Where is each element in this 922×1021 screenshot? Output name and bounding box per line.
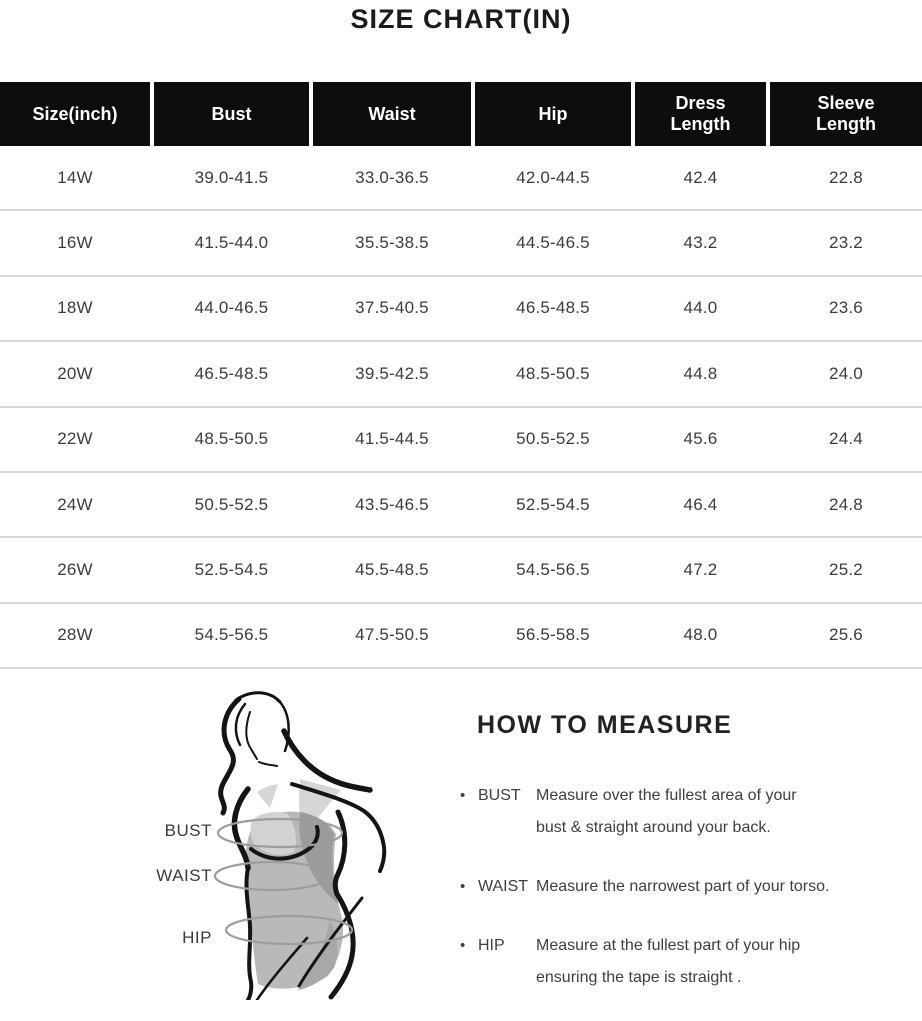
table-row	[0, 211, 922, 276]
measure-text-line: ensuring the tape is straight .	[536, 969, 742, 986]
cell-waist: 43.5-46.5	[355, 494, 429, 514]
figure-label-waist: WAIST	[156, 866, 212, 885]
cell-bust: 48.5-50.5	[194, 429, 269, 449]
header-sleeve-length: Sleeve Length	[770, 82, 922, 146]
table-row	[0, 277, 922, 342]
cell-dress-length: 45.6	[683, 429, 718, 449]
header-bust: Bust	[154, 82, 309, 146]
header-dress-length: Dress Length	[635, 82, 766, 146]
cell-size: 22W	[57, 429, 93, 449]
how-to-measure-heading: HOW TO MEASURE	[477, 711, 733, 739]
figure-label-bust: BUST	[164, 821, 212, 840]
cell-sleeve-length: 23.2	[829, 233, 863, 253]
measure-text-line: bust & straight around your back.	[536, 819, 771, 836]
cell-dress-length: 44.0	[683, 298, 718, 318]
table-body	[0, 146, 922, 669]
cell-hip: 42.0-44.5	[516, 167, 590, 187]
table-row	[0, 604, 922, 669]
table-row	[0, 473, 922, 538]
left-strap-shape	[257, 784, 278, 808]
cell-hip: 56.5-58.5	[516, 625, 590, 645]
cell-sleeve-length: 25.2	[829, 560, 863, 580]
cell-size: 28W	[57, 625, 93, 645]
cell-waist: 35.5-38.5	[355, 233, 429, 253]
measure-term: HIP	[478, 937, 505, 954]
measure-text	[536, 780, 922, 844]
bullet-icon: •	[460, 937, 466, 954]
page-title: SIZE CHART(IN)	[350, 4, 572, 34]
bullet-icon: •	[460, 878, 466, 895]
measure-term: WAIST	[478, 878, 529, 895]
cell-sleeve-length: 24.0	[829, 363, 863, 383]
cell-hip: 44.5-46.5	[516, 233, 590, 253]
cell-hip: 52.5-54.5	[516, 494, 590, 514]
cell-hip: 46.5-48.5	[516, 298, 590, 318]
measure-item-bust	[460, 780, 922, 844]
measure-text	[536, 871, 922, 903]
cell-sleeve-length: 25.6	[829, 625, 863, 645]
cell-dress-length: 43.2	[683, 233, 718, 253]
cell-size: 24W	[57, 494, 93, 514]
header-waist: Waist	[313, 82, 471, 146]
table-row	[0, 146, 922, 211]
cell-waist: 41.5-44.5	[355, 429, 429, 449]
measure-term: BUST	[478, 787, 521, 804]
cell-dress-length: 44.8	[683, 363, 718, 383]
cell-size: 20W	[57, 363, 93, 383]
cell-sleeve-length: 22.8	[829, 167, 863, 187]
table-header-row	[0, 82, 922, 146]
cell-bust: 41.5-44.0	[194, 233, 269, 253]
measure-item-waist	[460, 871, 922, 903]
measure-text-line: Measure the narrowest part of your torso.	[536, 878, 830, 895]
cell-size: 16W	[57, 233, 93, 253]
table-row	[0, 538, 922, 603]
cell-hip: 54.5-56.5	[516, 560, 590, 580]
cell-waist: 33.0-36.5	[355, 167, 429, 187]
cell-bust: 46.5-48.5	[194, 363, 269, 383]
header-size: Size(inch)	[0, 82, 150, 146]
cell-waist: 45.5-48.5	[355, 560, 429, 580]
cell-waist: 47.5-50.5	[355, 625, 429, 645]
cell-waist: 39.5-42.5	[355, 363, 429, 383]
cell-sleeve-length: 24.4	[829, 429, 863, 449]
table-row	[0, 408, 922, 473]
cell-bust: 50.5-52.5	[194, 494, 269, 514]
cell-size: 26W	[57, 560, 93, 580]
header-hip: Hip	[475, 82, 631, 146]
cell-waist: 37.5-40.5	[355, 298, 429, 318]
figure-label-hip: HIP	[182, 928, 212, 947]
cell-size: 18W	[57, 298, 93, 318]
cell-size: 14W	[57, 167, 93, 187]
cell-bust: 44.0-46.5	[194, 298, 269, 318]
table-row	[0, 342, 922, 407]
cell-hip: 48.5-50.5	[516, 363, 590, 383]
cell-bust: 54.5-56.5	[194, 625, 269, 645]
cell-dress-length: 46.4	[683, 494, 718, 514]
cell-bust: 39.0-41.5	[194, 167, 269, 187]
cell-bust: 52.5-54.5	[194, 560, 269, 580]
cell-sleeve-length: 24.8	[829, 494, 863, 514]
cell-dress-length: 48.0	[683, 625, 718, 645]
measure-text-line: Measure over the fullest area of your	[536, 787, 797, 804]
cell-sleeve-length: 23.6	[829, 298, 863, 318]
cell-dress-length: 42.4	[683, 167, 718, 187]
measure-item-hip	[460, 930, 922, 994]
measure-text	[536, 930, 922, 994]
size-chart-table	[0, 82, 922, 669]
cell-dress-length: 47.2	[683, 560, 718, 580]
cell-hip: 50.5-52.5	[516, 429, 590, 449]
how-to-measure-list	[460, 780, 922, 1021]
bullet-icon: •	[460, 787, 466, 804]
measure-text-line: Measure at the fullest part of your hip	[536, 937, 801, 954]
